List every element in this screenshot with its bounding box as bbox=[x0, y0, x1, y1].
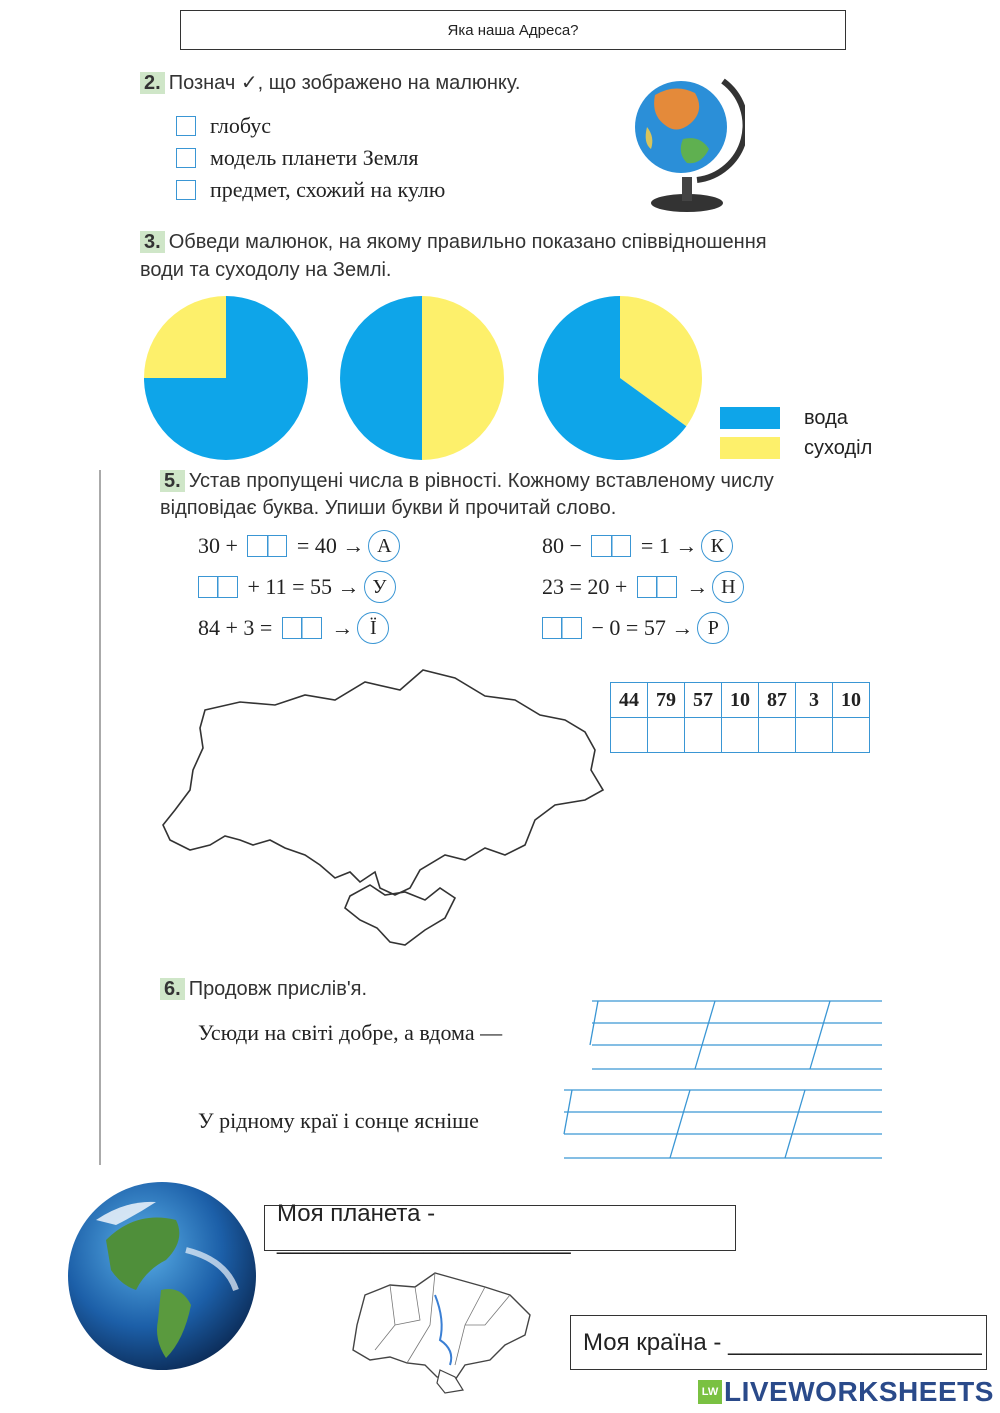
equation-row: 23 = 20 + → Н bbox=[542, 569, 744, 605]
option-globe[interactable]: глобус bbox=[176, 110, 445, 142]
letter-input[interactable] bbox=[796, 718, 833, 753]
earth-image bbox=[66, 1180, 258, 1372]
answer-input[interactable] bbox=[591, 535, 631, 557]
answer-input[interactable] bbox=[247, 535, 287, 557]
liveworksheets-logo: LW LIVEWORKSHEETS bbox=[698, 1376, 994, 1408]
answer-input[interactable] bbox=[282, 617, 322, 639]
task5-prompt: 5. Устав пропущені числа в рівності. Кожному вставленому числу відповідає буква. Упиши букви й прочитай слово. bbox=[160, 470, 774, 519]
equations-left bbox=[198, 528, 400, 646]
worksheet-title: Яка наша Адреса? bbox=[180, 10, 846, 50]
task6-number: 6. bbox=[160, 978, 185, 1000]
letter-circle: Ї bbox=[357, 612, 389, 644]
legend-item-land: суходіл bbox=[720, 433, 872, 463]
code-numbers-row: 44 79 57 10 87 3 10 bbox=[611, 683, 870, 718]
option-sphere-object[interactable]: предмет, схожий на кулю bbox=[176, 174, 445, 206]
task3-prompt: 3. Обведи малюнок, на якому правильно показано співвідношення води та суходолу на Землі. bbox=[140, 231, 767, 281]
task2-prompt bbox=[140, 70, 520, 95]
letter-input[interactable] bbox=[833, 718, 870, 753]
letter-circle: Р bbox=[697, 612, 729, 644]
option-earth-model[interactable]: модель планети Земля bbox=[176, 142, 445, 174]
equation-row: + 11 = 55 → У bbox=[198, 569, 400, 605]
handwriting-lines[interactable] bbox=[560, 995, 885, 1165]
proverb-1: Усюди на світі добре, а вдома — bbox=[198, 1020, 503, 1045]
code-table bbox=[610, 682, 870, 753]
checkbox[interactable] bbox=[176, 116, 196, 136]
checkbox[interactable] bbox=[176, 180, 196, 200]
letter-input[interactable] bbox=[759, 718, 796, 753]
letter-circle: А bbox=[368, 530, 400, 562]
legend-swatch-land bbox=[720, 437, 780, 459]
legend bbox=[720, 403, 872, 463]
equations-right bbox=[542, 528, 744, 646]
letter-circle: Н bbox=[712, 571, 744, 603]
ukraine-outline-map bbox=[155, 660, 610, 960]
task2-number: 2. bbox=[140, 72, 165, 94]
proverb-2: У рідному краї і сонце ясніше bbox=[198, 1108, 479, 1133]
letter-circle: К bbox=[701, 530, 733, 562]
pie-2-slice-land bbox=[422, 296, 504, 460]
task6-prompt: 6. Продовж прислів'я. bbox=[160, 978, 367, 1001]
pie-1-slice-land bbox=[144, 296, 226, 378]
ukraine-regions-map bbox=[345, 1265, 540, 1395]
country-answer[interactable]: Моя країна - ___________________ bbox=[570, 1315, 987, 1370]
task5-number: 5. bbox=[160, 470, 185, 492]
section-rule bbox=[99, 470, 101, 1165]
letter-input[interactable] bbox=[722, 718, 759, 753]
answer-input[interactable] bbox=[637, 576, 677, 598]
pie-charts bbox=[140, 290, 710, 465]
task2-options bbox=[176, 110, 445, 206]
answer-input[interactable] bbox=[542, 617, 582, 639]
task3-number: 3. bbox=[140, 231, 165, 253]
equation-row: − 0 = 57 → Р bbox=[542, 610, 744, 646]
letter-input[interactable] bbox=[685, 718, 722, 753]
legend-swatch-water bbox=[720, 407, 780, 429]
equation-row: 84 + 3 = → Ї bbox=[198, 610, 400, 646]
planet-answer[interactable]: Моя планета - ______________________ bbox=[264, 1205, 736, 1251]
pie-2-slice-water bbox=[340, 296, 422, 460]
letter-circle: У bbox=[364, 571, 396, 603]
letter-input[interactable] bbox=[611, 718, 648, 753]
globe-stand-image bbox=[625, 65, 745, 215]
checkbox[interactable] bbox=[176, 148, 196, 168]
equation-row: 80 − = 1 → К bbox=[542, 528, 744, 564]
answer-input[interactable] bbox=[198, 576, 238, 598]
legend-item-water: вода bbox=[720, 403, 872, 433]
task2-prompt-text: Познач ✓, що зображено на малюнку. bbox=[168, 72, 521, 94]
logo-icon: LW bbox=[698, 1380, 722, 1404]
equation-row: 30 + = 40 → А bbox=[198, 528, 400, 564]
letter-input[interactable] bbox=[648, 718, 685, 753]
code-letters-row bbox=[611, 718, 870, 753]
